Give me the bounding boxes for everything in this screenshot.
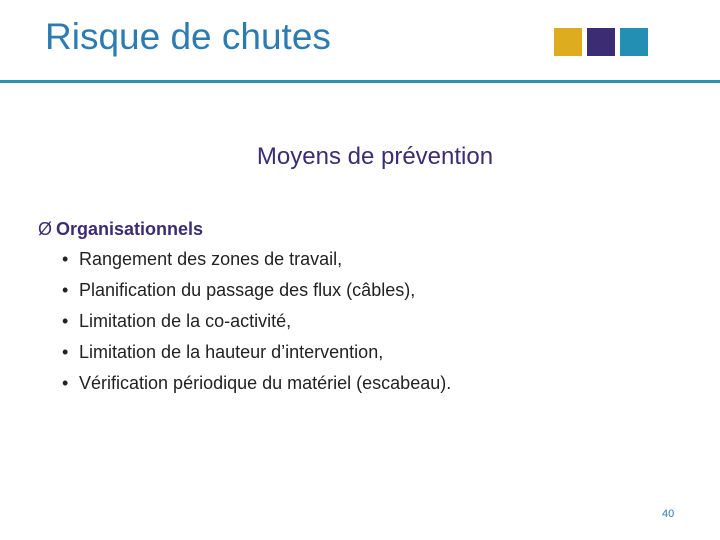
list-item bbox=[62, 341, 451, 372]
list-item-text: Limitation de la co-activité, bbox=[79, 311, 292, 331]
section-heading bbox=[38, 218, 203, 240]
section-label: Organisationnels bbox=[56, 219, 204, 239]
list-item-text: Rangement des zones de travail, bbox=[79, 249, 343, 269]
list-item bbox=[62, 248, 451, 279]
bullet-icon: • bbox=[62, 280, 69, 300]
list-item-text: Vérification périodique du matériel (escabeau). bbox=[79, 373, 452, 393]
page-number: 40 bbox=[662, 508, 675, 520]
title-divider bbox=[0, 80, 720, 83]
gold-square bbox=[554, 28, 582, 56]
list-item bbox=[62, 279, 451, 310]
bullet-list bbox=[62, 248, 451, 403]
list-item bbox=[62, 310, 451, 341]
bullet-icon: • bbox=[62, 249, 69, 269]
list-item-text: Limitation de la hauteur d’intervention, bbox=[79, 342, 384, 362]
teal-square bbox=[620, 28, 648, 56]
slide-title: Risque de chutes bbox=[45, 16, 331, 57]
arrow-bullet-icon: Ø bbox=[38, 219, 53, 239]
bullet-icon: • bbox=[62, 342, 69, 362]
purple-square bbox=[587, 28, 615, 56]
slide-subtitle: Moyens de prévention bbox=[256, 143, 494, 170]
list-item bbox=[62, 372, 451, 403]
list-item-text: Planification du passage des flux (câbles), bbox=[79, 280, 416, 300]
bullet-icon: • bbox=[62, 373, 69, 393]
bullet-icon: • bbox=[62, 311, 69, 331]
